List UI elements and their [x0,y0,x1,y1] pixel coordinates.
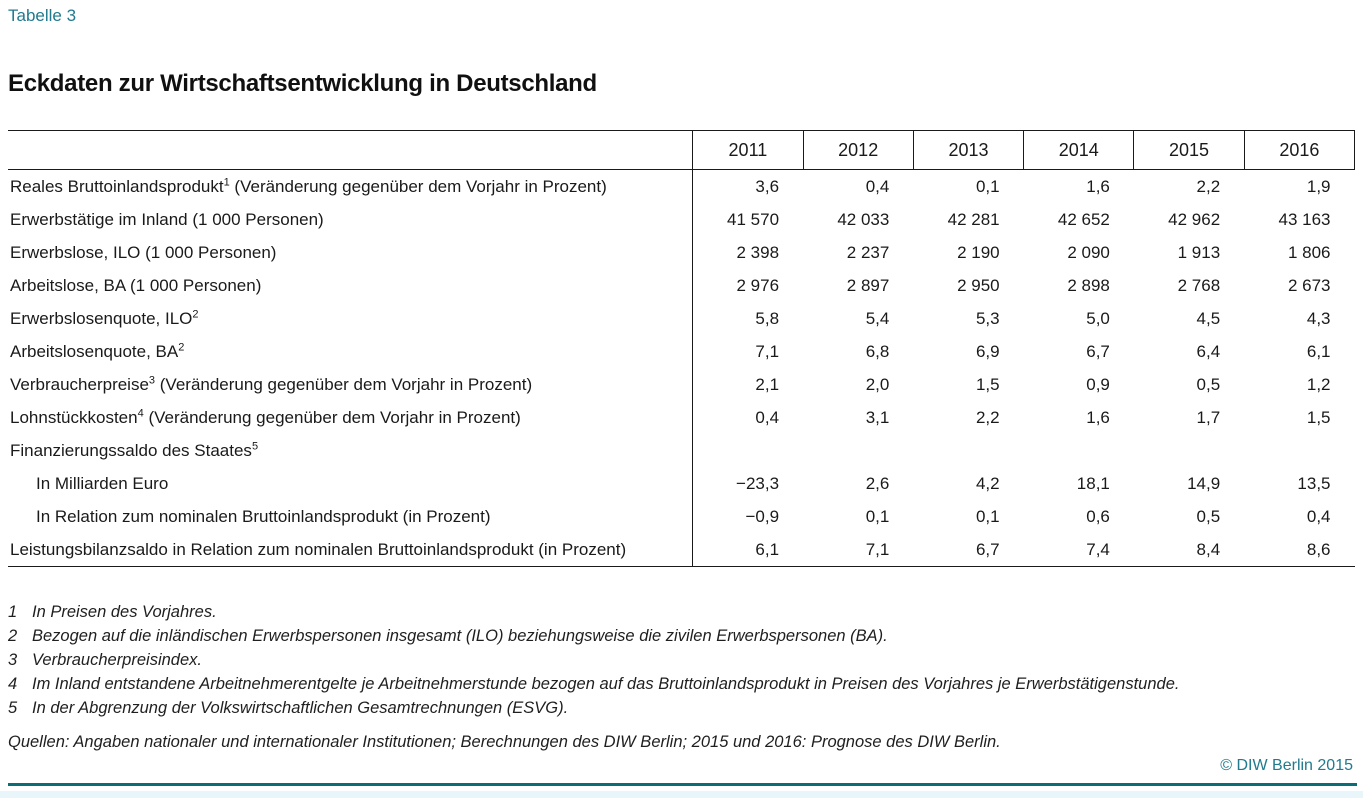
value-cell: 5,4 [865,308,890,328]
table-row [8,269,1355,302]
value-cell: 2 090 [1067,242,1110,262]
value-cell: 3,6 [693,170,803,204]
table-row [8,434,1355,467]
value-cell: 43 163 [1278,209,1331,229]
value-cell [1134,434,1244,467]
value-cell: 14,9 [1187,473,1221,493]
economic-data-table [8,130,1355,567]
value-cell [1244,434,1354,467]
value-cell: 2,0 [865,374,890,394]
value-cell: 2,6 [865,473,890,493]
value-cell: 0,9 [1086,374,1110,394]
value-cell: 8,4 [1134,533,1244,567]
value-cell [803,434,913,467]
row-label: In Milliarden Euro [36,473,169,493]
value-cell: 41 570 [693,203,803,236]
value-cell: 2 950 [957,275,1000,295]
value-cell [693,434,803,467]
value-cell: 1,5 [975,374,1000,394]
value-cell: 1 913 [1177,242,1221,262]
value-cell: 1,6 [1086,407,1110,427]
value-cell: 2,1 [693,368,803,401]
value-cell: 1,2 [1306,374,1331,394]
value-cell: 0,5 [1196,506,1221,526]
value-cell: 1,6 [1086,176,1110,196]
value-cell: 0,1 [975,506,1000,526]
value-cell [1024,434,1134,467]
table-row [8,302,1355,335]
value-cell: 2 897 [846,275,890,295]
year-header-row [8,131,1355,170]
value-cell: 0,1 [975,176,1000,196]
value-cell: 4,3 [1306,308,1331,328]
row-label: Erwerbstätige im Inland (1 000 Personen) [10,209,324,229]
value-cell: 5,8 [693,302,803,335]
year-column-header: 2015 [1134,131,1244,170]
table-row [8,467,1355,500]
value-cell: 6,1 [693,533,803,567]
value-cell: 0,4 [693,401,803,434]
value-cell: 6,7 [1086,341,1110,361]
source-line: Quellen: Angaben nationaler und internationaler Institutionen; Berechnungen des DIW Berlin; 2015 und 2016: Prognose des DIW Berlin. [8,733,1001,751]
value-cell: 1,5 [1306,407,1331,427]
footnote-ref: 2 [192,307,199,320]
value-cell: 1,7 [1196,407,1221,427]
value-cell: 2 976 [693,269,803,302]
value-cell: 2,2 [1196,176,1221,196]
value-cell: 6,1 [1306,341,1331,361]
table-row [8,401,1355,434]
value-cell: 42 281 [947,209,1000,229]
copyright-notice: © DIW Berlin 2015 [1220,757,1353,774]
value-cell: 2 768 [1177,275,1221,295]
value-cell: 2 673 [1287,275,1331,295]
value-cell: 6,9 [975,341,1000,361]
value-cell: 3,1 [865,407,890,427]
table-row [8,203,1355,236]
table-row [8,500,1355,533]
bottom-divider-rule [8,783,1357,786]
footnote [8,696,1355,720]
value-cell: 13,5 [1297,473,1331,493]
table-row [8,368,1355,401]
value-cell: 7,4 [1024,533,1134,567]
row-label: Reales Bruttoinlandsprodukt$^1$ (Veränderung gegenüber dem Vorjahr in Prozent) [10,175,607,196]
value-cell: 18,1 [1076,473,1110,493]
footnote-number: 5 [8,699,18,717]
value-cell: 5,0 [1086,308,1110,328]
value-cell: 6,8 [865,341,890,361]
value-cell: 42 652 [1057,209,1110,229]
value-cell: 2 398 [693,236,803,269]
row-label: Lohnstückkosten$^4$ (Veränderung gegenüber dem Vorjahr in Prozent) [10,406,521,427]
value-cell: 0,5 [1196,374,1221,394]
footnote [8,648,1355,672]
row-label: Erwerbslosenquote, ILO$^2$ [10,307,199,328]
footnote-number: 3 [8,651,18,669]
value-cell: 1,9 [1306,176,1331,196]
value-cell: −23,3 [693,467,803,500]
footnote [8,624,1355,648]
row-label: In Relation zum nominalen Bruttoinlandsprodukt (in Prozent) [36,506,491,526]
row-label: Finanzierungssaldo des Staates$^5$ [10,439,259,460]
value-cell [913,434,1023,467]
value-cell: 8,6 [1244,533,1354,567]
table-row [8,170,1355,204]
row-label: Arbeitslosenquote, $BA^2$ [10,340,185,361]
footnotes-block [8,600,1355,720]
value-cell: 2 898 [1067,275,1110,295]
table-number-label: Tabelle 3 [8,6,77,25]
footnote-text: Im Inland entstandene Arbeitnehmerentgelte je Arbeitnehmerstunde bezogen auf das Bruttoinlandsprodukt in Preisen des Vorjahres je Erwerbstätigenstunde. [32,675,1180,693]
table-row [8,335,1355,368]
year-column-header: 2012 [803,131,913,170]
footnote-ref: 5 [251,439,259,452]
footnote-text: In der Abgrenzung der Volkswirtschaftlichen Gesamtrechnungen (ESVG). [32,699,569,717]
footnote [8,600,1355,624]
value-cell: 2 190 [957,242,1000,262]
footnote-text: In Preisen des Vorjahres. [32,603,217,621]
value-cell: 2,2 [975,407,1000,427]
value-cell: 6,4 [1196,341,1221,361]
footnote-text: Bezogen auf die inländischen Erwerbspersonen insgesamt (ILO) beziehungsweise die zivilen Erwerbspersonen (BA). [32,627,888,645]
row-label: Verbraucherpreise$^3$ (Veränderung gegenüber dem Vorjahr in Prozent) [10,373,533,394]
row-label: Erwerbslose, ILO (1 000 Personen) [10,242,277,262]
value-cell: 5,3 [975,308,1000,328]
footnote-ref: 1 [223,175,230,188]
value-cell: 0,6 [1086,506,1110,526]
footnote-number: 2 [8,627,18,645]
value-cell: −0,9 [693,500,803,533]
table-row [8,533,1355,567]
value-cell: 0,4 [1306,506,1331,526]
footnote-text: Verbraucherpreisindex. [32,651,202,669]
table-row [8,236,1355,269]
value-cell: 4,5 [1196,308,1221,328]
footer-strip [0,791,1363,798]
value-cell: 1 806 [1287,242,1331,262]
value-cell: 7,1 [803,533,913,567]
value-cell: 0,4 [865,176,890,196]
year-column-header: 2011 [693,131,803,170]
footnote-ref: 2 [178,340,185,353]
value-cell: 42 033 [837,209,890,229]
corner-cell [8,131,693,170]
page-title: Eckdaten zur Wirtschaftsentwicklung in Deutschland [8,70,597,97]
row-label: Arbeitslose, BA (1 000 Personen) [10,275,262,295]
value-cell: 42 962 [1168,209,1221,229]
row-label: Leistungsbilanzsaldo in Relation zum nominalen Bruttoinlandsprodukt (in Prozent) [8,533,693,567]
footnote-ref: 3 [148,373,156,386]
year-column-header: 2013 [913,131,1023,170]
value-cell: 2 237 [846,242,890,262]
value-cell: 7,1 [693,335,803,368]
footnote-ref: 4 [137,406,144,419]
value-cell: 6,7 [913,533,1023,567]
value-cell: 4,2 [975,473,1000,493]
footnote [8,672,1355,696]
footnote-number: 1 [8,603,18,621]
year-column-header: 2016 [1244,131,1354,170]
year-column-header: 2014 [1024,131,1134,170]
value-cell: 0,1 [865,506,890,526]
footnote-number: 4 [8,675,18,693]
